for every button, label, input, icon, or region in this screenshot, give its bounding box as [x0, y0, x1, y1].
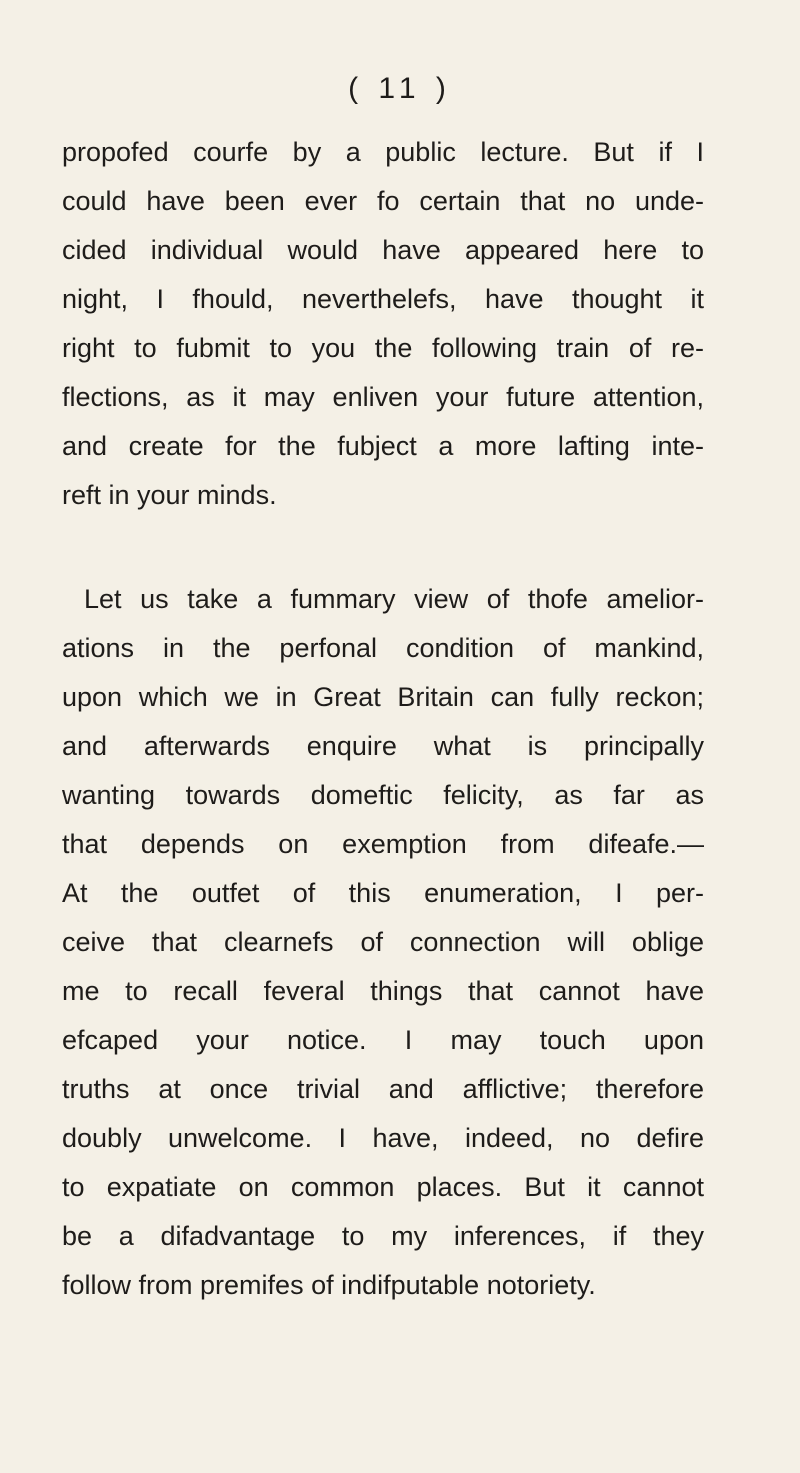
page-number: ( 11 ): [348, 72, 452, 105]
text-line: wanting towards domeftic felicity, as far as: [62, 780, 704, 810]
text-line: and afterwards enquire what is principally: [62, 731, 704, 761]
paragraph: [62, 128, 704, 520]
text-line: right to fubmit to you the following train of re-: [62, 333, 704, 363]
text-line: that depends on exemption from difeafe.—: [62, 829, 704, 859]
text-line: cided individual would have appeared here to: [62, 235, 704, 265]
paragraph-gap: [62, 520, 704, 575]
text-line: could have been ever fo certain that no unde-: [62, 186, 704, 216]
text-line: Let us take a fummary view of thofe amelior-: [84, 584, 704, 614]
text-line: upon which we in Great Britain can fully reckon;: [62, 682, 704, 712]
text-line: ations in the perfonal condition of mankind,: [62, 633, 704, 663]
text-line: be a difadvantage to my inferences, if they: [62, 1221, 704, 1251]
text-line: ceive that clearnefs of connection will oblige: [62, 927, 704, 957]
text-line: At the outfet of this enumeration, I per-: [62, 878, 704, 908]
text-line: truths at once trivial and afflictive; therefore: [62, 1074, 704, 1104]
text-line: efcaped your notice. I may touch upon: [62, 1025, 704, 1055]
paragraph: [62, 575, 704, 1310]
text-line: me to recall feveral things that cannot have: [62, 976, 704, 1006]
text-line: propofed courfe by a public lecture. But if I: [62, 137, 704, 167]
text-line: and create for the fubject a more lafting inte-: [62, 431, 704, 461]
text-line: night, I fhould, neverthelefs, have thought it: [62, 284, 704, 314]
text-line: follow from premifes of indifputable notoriety.: [62, 1270, 596, 1300]
text-line: to expatiate on common places. But it cannot: [62, 1172, 704, 1202]
text-line: reft in your minds.: [62, 480, 277, 510]
text-line: doubly unwelcome. I have, indeed, no defire: [62, 1123, 704, 1153]
text-line: flections, as it may enliven your future attention,: [62, 382, 704, 412]
body-text: [62, 128, 704, 1310]
